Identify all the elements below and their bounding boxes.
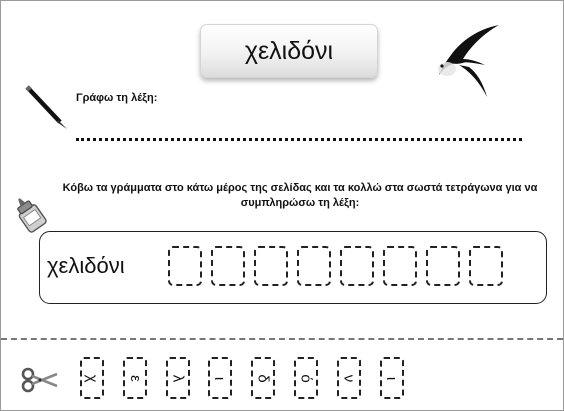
pencil-icon — [24, 84, 70, 130]
letter-slot[interactable] — [383, 246, 417, 286]
swallow-bird-icon — [433, 19, 503, 101]
card-letter: ό — [297, 373, 315, 383]
card-letter: ι — [383, 376, 401, 380]
writing-dotted-line — [76, 138, 522, 141]
cut-letter-card[interactable] — [166, 357, 190, 399]
cut-line — [1, 338, 563, 340]
card-letter: χ — [83, 374, 101, 382]
letter-slot[interactable] — [168, 246, 202, 286]
card-letter: ν — [340, 374, 358, 382]
cut-letter-card[interactable] — [380, 357, 404, 399]
cut-letter-card[interactable] — [80, 357, 104, 399]
instruction-line-1: Κόβω τα γράμματα στο κάτω μέρος της σελίδας και τα κολλώ στα σωστά τετράγωνα για να — [62, 182, 538, 194]
cut-letter-card[interactable] — [123, 357, 147, 399]
instructions-text — [56, 181, 544, 211]
letter-slot[interactable] — [297, 246, 331, 286]
glue-bottle-icon — [12, 194, 50, 234]
card-letter: λ — [169, 374, 187, 382]
target-word: χελιδόνι — [47, 253, 125, 278]
instruction-line-2: συμπληρώσω τη λέξη: — [240, 197, 360, 209]
scissors-icon — [21, 367, 59, 393]
letter-slot[interactable] — [469, 246, 503, 286]
card-letter: ι — [211, 376, 229, 380]
letter-slot[interactable] — [426, 246, 460, 286]
cut-letter-card[interactable] — [294, 357, 318, 399]
write-word-prompt: Γράφω τη λέξη: — [76, 92, 158, 104]
letter-slot[interactable] — [340, 246, 374, 286]
cut-letter-card[interactable] — [337, 357, 361, 399]
word-title: χελιδόνι — [200, 24, 378, 78]
letter-slot[interactable] — [211, 246, 245, 286]
letter-slot[interactable] — [254, 246, 288, 286]
cut-letter-card[interactable] — [208, 357, 232, 399]
card-letter: ε — [126, 374, 144, 382]
card-letter: δ — [254, 373, 272, 383]
cut-letter-card[interactable] — [251, 357, 275, 399]
